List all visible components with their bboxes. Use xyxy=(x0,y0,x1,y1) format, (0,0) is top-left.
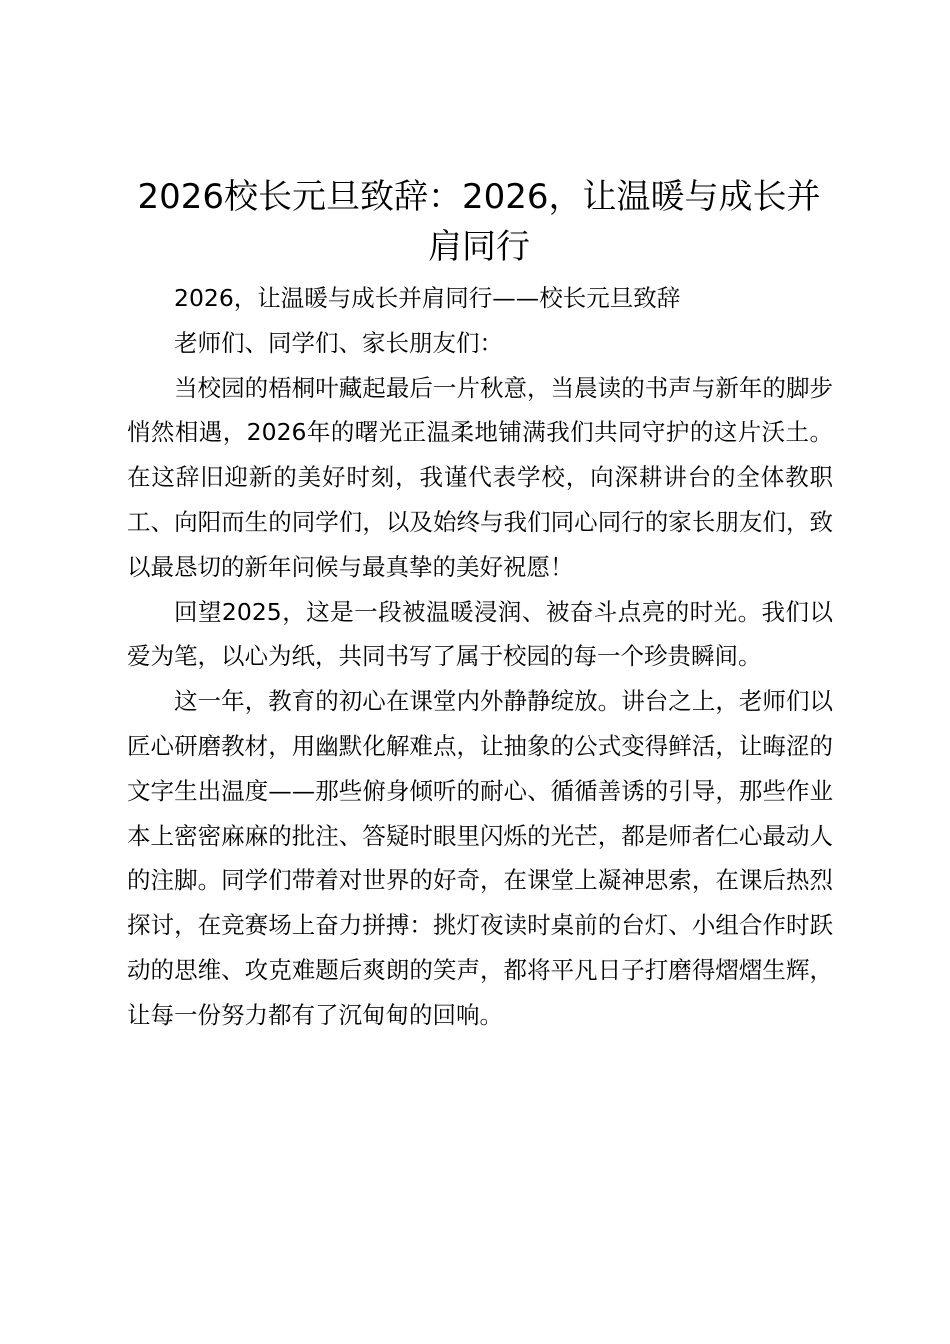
document-title: 2026校长元旦致辞：2026，让温暖与成长并肩同行 xyxy=(137,177,821,267)
body-paragraph: 当校园的梧桐叶藏起最后一片秋意，当晨读的书声与新年的脚步悄然相遇，2026年的曙光正温柔地铺满我们共同守护的这片沃土。在这辞旧迎新的美好时刻，我谨代表学校，向深耕讲台的全体教职工、向阳而生的同学们，以及始终与我们同心同行的家长朋友们，致以最恳切的新年问候与最真挚的美好祝愿！ xyxy=(127,373,833,581)
body-paragraph: 这一年，教育的初心在课堂内外静静绽放。讲台之上，老师们以匠心研磨教材，用幽默化解难点，让抽象的公式变得鲜活，让晦涩的文字生出温度——那些俯身倾听的耐心、循循善诱的引导，那些作业本上密密麻麻的批注、答疑时眼里闪烁的光芒，都是师者仁心最动人的注脚。同学们带着对世界的好奇，在课堂上凝神思索，在课后热烈探讨，在竞赛场上奋力拼搏：挑灯夜读时桌前的台灯、小组合作时跃动的思维、攻克难题后爽朗的笑声，都将平凡日子打磨得熠熠生辉，让每一份努力都有了沉甸甸的回响。 xyxy=(127,687,833,1029)
document-body xyxy=(127,276,833,1038)
salutation-paragraph: 老师们、同学们、家长朋友们： xyxy=(174,328,503,357)
body-paragraph: 回望2025，这是一段被温暖浸润、被奋斗点亮的时光。我们以爱为笔，以心为纸，共同书写了属于校园的每一个珍贵瞬间。 xyxy=(127,597,833,671)
subtitle-paragraph: 2026，让温暖与成长并肩同行——校长元旦致辞 xyxy=(174,284,681,312)
